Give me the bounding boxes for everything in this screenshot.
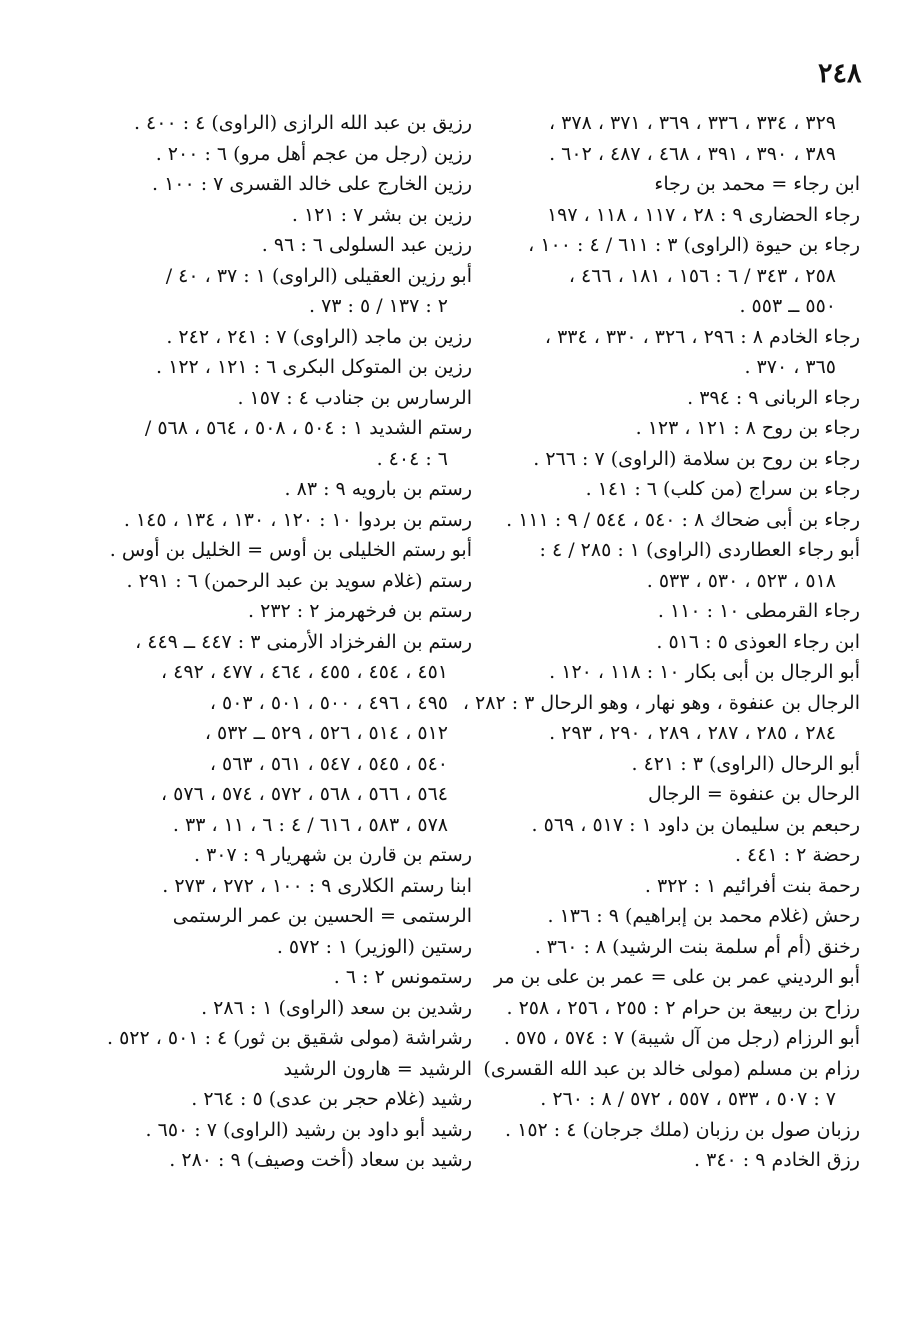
index-entry: رجاء الحضارى ٩ : ٢٨ ، ١١٧ ، ١١٨ ، ١٩٧ [546, 203, 860, 226]
index-entry: رزين بن المتوكل البكرى ٦ : ١٢١ ، ١٢٢ . [156, 356, 472, 378]
index-column-left [98, 108, 472, 1176]
index-entry: رزق الخادم ٩ : ٣٤٠ . [694, 1149, 860, 1171]
index-entry: رشراشة (مولى شقيق بن ثور) ٤ : ٥٠١ ، ٥٢٢ . [106, 1027, 472, 1049]
index-entry: رزين بن ماجد (الراوى) ٧ : ٢٤١ ، ٢٤٢ . [166, 325, 472, 348]
index-entry: رستم بن الفرخزاد الأرمنى ٣ : ٤٤٧ ــ ٤٤٩ ، [135, 630, 472, 653]
index-entry: رشدين بن سعد (الراوى) ١ : ٢٨٦ . [201, 996, 472, 1019]
index-entry: رزين عبد السلولى ٦ : ٩٦ . [261, 234, 472, 256]
index-entry: الرشيد = هارون الرشيد [283, 1057, 472, 1080]
index-entry-continuation: ٧ : ٥٠٧ ، ٥٣٣ ، ٥٥٧ ، ٥٧٢ / ٨ : ٢٦٠ . [540, 1088, 836, 1110]
index-entry: الرستمى = الحسين بن عمر الرستمى [172, 905, 472, 927]
index-entry: رشيد أبو داود بن رشيد (الراوى) ٧ : ٦٥٠ . [145, 1118, 472, 1141]
index-entry: رجاء بن أبى ضحاك ٨ : ٥٤٠ ، ٥٤٤ / ٩ : ١١١ . [506, 508, 860, 531]
index-entry: رستم بن فرخهرمز ٢ : ٢٣٢ . [248, 600, 472, 622]
index-entry-continuation: ٥٦٤ ، ٥٦٦ ، ٥٦٨ ، ٥٧٢ ، ٥٧٤ ، ٥٧٦ ، [160, 783, 448, 805]
index-entry-continuation: ٥٥٠ ــ ٥٥٣ . [739, 295, 836, 317]
index-entry: رجاء بن روح بن سلامة (الراوى) ٧ : ٢٦٦ . [533, 447, 860, 470]
index-entry: أبو الرحال (الراوى) ٣ : ٤٢١ . [631, 752, 860, 775]
index-entry: رجاء القرمطى ١٠ : ١١٠ . [657, 600, 860, 622]
index-entry: أبو رجاء العطاردى (الراوى) ١ : ٢٨٥ / ٤ : [539, 539, 860, 561]
index-entry: رستم الشديد ١ : ٥٠٤ ، ٥٠٨ ، ٥٦٤ ، ٥٦٨ / [144, 417, 472, 439]
index-entry-continuation: ٥١٢ ، ٥١٤ ، ٥٢٦ ، ٥٢٩ ــ ٥٣٢ ، [204, 722, 448, 744]
index-entry: رجاء الربانى ٩ : ٣٩٤ . [687, 386, 860, 409]
index-entry: أبو الرجال بن أبى بكار ١٠ : ١١٨ ، ١٢٠ . [549, 661, 860, 683]
index-entry: رحبعم بن سليمان بن داود ١ : ٥١٧ ، ٥٦٩ . [531, 813, 860, 836]
index-entry: رحمة بنت أفرائيم ١ : ٣٢٢ . [644, 874, 860, 897]
index-entry-continuation: ٥٤٠ ، ٥٤٥ ، ٥٤٧ ، ٥٦١ ، ٥٦٣ ، [209, 752, 448, 775]
index-entry: رزاح بن ربيعة بن حرام ٢ : ٢٥٥ ، ٢٥٦ ، ٢٥٨ . [506, 996, 860, 1019]
index-entry: رستين (الوزير) ١ : ٥٧٢ . [276, 935, 472, 958]
index-entry-continuation: ٤٥١ ، ٤٥٤ ، ٤٥٥ ، ٤٦٤ ، ٤٧٧ ، ٤٩٢ ، [160, 661, 448, 683]
index-entry: رستم بن بردوا ١٠ : ١٢٠ ، ١٣٠ ، ١٣٤ ، ١٤٥ . [123, 508, 472, 531]
index-entry: أبو رستم الخليلى بن أوس = الخليل بن أوس . [109, 539, 472, 561]
index-entry: رزين بن بشر ٧ : ١٢١ . [291, 203, 472, 226]
index-entry: رجاء الخادم ٨ : ٢٩٦ ، ٣٢٦ ، ٣٣٠ ، ٣٣٤ ، [544, 325, 860, 348]
index-entry: الرحال بن عنفوة = الرجال [647, 783, 860, 805]
index-entry: رزين (رجل من عجم أهل مرو) ٦ : ٢٠٠ . [155, 142, 472, 165]
index-entry: رشيد بن سعاد (أخت وصيف) ٩ : ٢٨٠ . [169, 1149, 472, 1171]
index-entry: رزام بن مسلم (مولى خالد بن عبد الله القسرى) [483, 1057, 860, 1080]
index-entry: أبو رزين العقيلى (الراوى) ١ : ٣٧ ، ٤٠ / [165, 264, 472, 287]
index-entry: رزبان صول بن رزبان (ملك جرجان) ٤ : ١٥٢ . [505, 1118, 860, 1141]
index-entry: ابن رجاء = محمد بن رجاء [654, 173, 860, 195]
index-entry: رحش (غلام محمد بن إبراهيم) ٩ : ١٣٦ . [547, 905, 860, 927]
index-entry-continuation: ٥٧٨ ، ٥٨٣ ، ٦١٦ / ٤ : ٦ ، ١١ ، ٣٣ . [172, 813, 448, 836]
index-entry: الرسارس بن جنادب ٤ : ١٥٧ . [237, 386, 472, 409]
index-entry-continuation: ٦ : ٤٠٤ . [376, 447, 448, 470]
index-entry: رشيد (غلام حجر بن عدى) ٥ : ٢٦٤ . [191, 1088, 472, 1110]
index-entry: رستم (غلام سويد بن عبد الرحمن) ٦ : ٢٩١ . [126, 569, 472, 592]
index-entry-continuation: ٢ : ١٣٧ / ٥ : ٧٣ . [308, 295, 448, 317]
index-entry: رستم بن قارن بن شهريار ٩ : ٣٠٧ . [193, 844, 472, 866]
index-entry-continuation: ٤٩٥ ، ٤٩٦ ، ٥٠٠ ، ٥٠١ ، ٥٠٣ ، [209, 691, 448, 714]
index-entry-continuation: ٢٨٤ ، ٢٨٥ ، ٢٨٧ ، ٢٨٩ ، ٢٩٠ ، ٢٩٣ . [549, 722, 836, 744]
index-entry: الرجال بن عنفوة ، وهو نهار ، وهو الرحال ٣ : ٢٨٢ ، [462, 691, 860, 714]
index-entry: رزيق بن عبد الله الرازى (الراوى) ٤ : ٤٠٠ . [133, 112, 472, 134]
index-entry-continuation: ٢٥٨ ، ٣٤٣ / ٦ : ١٥٦ ، ١٨١ ، ٤٦٦ ، [568, 264, 836, 287]
index-entry: رستم بن بارويه ٩ : ٨٣ . [284, 478, 472, 500]
index-entry: رستمونس ٢ : ٦ . [333, 966, 472, 988]
index-entry: رحضة ٢ : ٤٤١ . [734, 844, 860, 866]
index-column-right [462, 108, 860, 1176]
index-entry: رجاء بن سراج (من كلب) ٦ : ١٤١ . [585, 478, 860, 500]
index-entry: رجاء بن روح ٨ : ١٢١ ، ١٢٣ . [635, 417, 860, 439]
index-entry: ابنا رستم الكلارى ٩ : ١٠٠ ، ٢٧٢ ، ٢٧٣ . [162, 874, 472, 897]
index-entry: رزين الخارج على خالد القسرى ٧ : ١٠٠ . [151, 173, 472, 195]
index-entry-continuation: ٣٦٥ ، ٣٧٠ . [744, 356, 836, 378]
index-entry-continuation: ٣٨٩ ، ٣٩٠ ، ٣٩١ ، ٤٦٨ ، ٤٨٧ ، ٦٠٢ . [549, 142, 836, 165]
index-entry: أبو الرزام (رجل من آل شيبة) ٧ : ٥٧٤ ، ٥٧٥ . [503, 1027, 860, 1049]
index-entry: ابن رجاء العوذى ٥ : ٥١٦ . [656, 630, 860, 653]
index-entry: رخنق (أم أم سلمة بنت الرشيد) ٨ : ٣٦٠ . [534, 935, 860, 958]
index-entry-continuation: ٥١٨ ، ٥٢٣ ، ٥٣٠ ، ٥٣٣ . [646, 569, 836, 592]
index-entry-continuation: ٣٢٩ ، ٣٣٤ ، ٣٣٦ ، ٣٦٩ ، ٣٧١ ، ٣٧٨ ، [548, 112, 836, 134]
index-entry: أبو الرديني عمر بن على = عمر بن على بن مر [493, 966, 860, 988]
page-number: ٢٤٨ [818, 58, 862, 89]
index-entry: رجاء بن حيوة (الراوى) ٣ : ٦١١ / ٤ : ١٠٠ ، [528, 234, 860, 256]
